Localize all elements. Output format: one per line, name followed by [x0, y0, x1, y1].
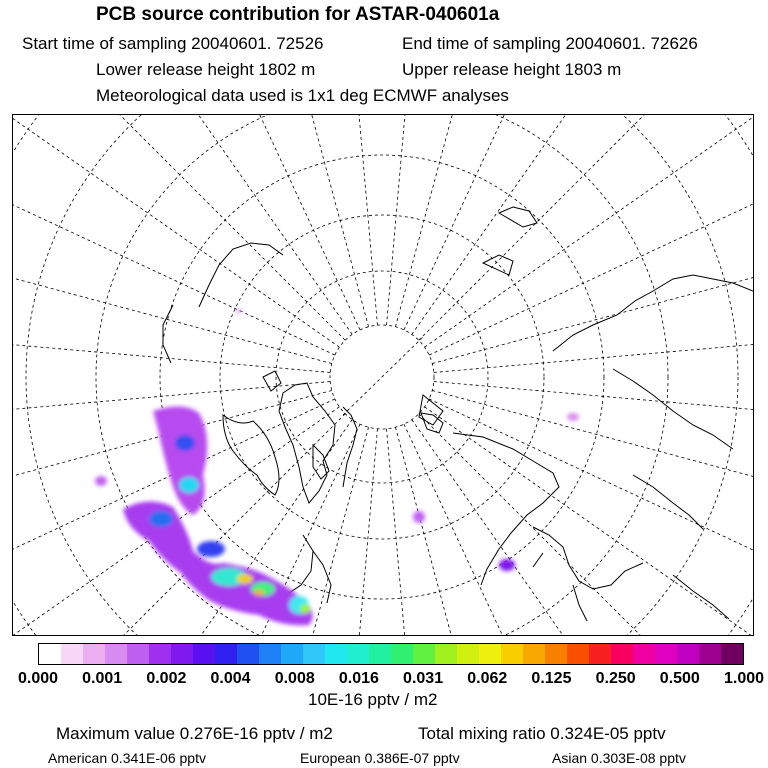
legend-tick-label: 0.500 — [659, 670, 700, 687]
legend-color-segment — [721, 644, 743, 664]
plume-core-1 — [175, 435, 195, 451]
legend-color-segment — [215, 644, 237, 664]
legend-tick-label: 0.001 — [82, 670, 123, 687]
meridian-line — [412, 420, 754, 636]
color-legend-bar — [38, 643, 744, 665]
legend-color-segment — [413, 644, 435, 664]
meridian-line — [412, 115, 754, 334]
meridian-line — [404, 424, 678, 636]
plume-core-2 — [179, 477, 199, 493]
plume-spot-siberia — [567, 413, 579, 421]
siberia-coast — [553, 275, 753, 351]
baffin-coast — [223, 415, 279, 495]
legend-color-segment — [479, 644, 501, 664]
meridian-line — [13, 115, 352, 334]
legend-tick-label: 0.062 — [467, 670, 508, 687]
legend-color-segment — [171, 644, 193, 664]
legend-color-segment — [281, 644, 303, 664]
start-time: Start time of sampling 20040601. 72526 — [22, 34, 324, 53]
meridian-line — [321, 429, 377, 636]
legend-color-segment — [633, 644, 655, 664]
plume-north — [153, 406, 207, 515]
lower-release-height: Lower release height 1802 m — [96, 60, 316, 79]
meridian-line — [432, 390, 754, 558]
meridian-line — [429, 399, 754, 636]
total-mixing-ratio: Total mixing ratio 0.324E-05 pptv — [418, 724, 666, 743]
legend-color-segment — [589, 644, 611, 664]
legend-color-segment — [237, 644, 259, 664]
lat-circle-30 — [26, 115, 738, 636]
mediterranean-coast — [533, 553, 587, 621]
meridian-lines — [13, 115, 754, 636]
legend-color-segment — [655, 644, 677, 664]
europe-coast — [533, 527, 643, 589]
legend-color-segment — [391, 644, 413, 664]
plume-spot-arctic — [236, 309, 242, 313]
plume-core-4 — [197, 541, 225, 557]
plume-core-3 — [149, 511, 173, 527]
legend-color-segment — [61, 644, 83, 664]
legend-color-segment — [105, 644, 127, 664]
american-contribution: American 0.341E-06 pptv — [48, 750, 206, 766]
legend-color-segment — [699, 644, 721, 664]
legend-color-segment — [677, 644, 699, 664]
legend-color-segment — [193, 644, 215, 664]
legend-color-segment — [611, 644, 633, 664]
pole-line — [343, 337, 423, 415]
legend-tick-label: 0.031 — [403, 670, 444, 687]
legend-tick-label: 0.000 — [17, 670, 59, 687]
legend-color-segment — [325, 644, 347, 664]
legend-color-segment — [347, 644, 369, 664]
legend-color-segment — [39, 644, 61, 664]
meridian-line — [425, 115, 754, 347]
plume-core-8 — [254, 590, 264, 596]
meridian-line — [404, 115, 678, 330]
legend-color-segment — [545, 644, 567, 664]
asian-contribution: Asian 0.303E-08 pptv — [552, 750, 686, 766]
legend-color-segment — [523, 644, 545, 664]
legend-tick-label: 0.008 — [274, 670, 315, 687]
legend-color-segment — [149, 644, 171, 664]
plume-core-10 — [300, 604, 310, 614]
legend-color-segment — [435, 644, 457, 664]
meridian-line — [419, 115, 754, 340]
legend-color-segment — [567, 644, 589, 664]
wrangel-coast — [499, 207, 537, 227]
meridian-line — [13, 115, 335, 355]
meridian-line — [425, 407, 754, 636]
meridian-line — [13, 115, 345, 340]
legend-color-segment — [303, 644, 325, 664]
legend-tick-label: 0.125 — [531, 670, 572, 687]
meridian-line — [13, 196, 332, 364]
iceland-coast — [313, 445, 329, 479]
meridian-line — [387, 115, 443, 325]
polar-projection-graticule — [13, 115, 754, 636]
ellesmere-coast — [263, 371, 281, 391]
asia-coast — [633, 475, 703, 529]
legend-tick-label: 0.004 — [210, 670, 251, 687]
meridian-line — [13, 316, 330, 372]
meridian-line — [321, 115, 377, 325]
legend-color-segment — [457, 644, 479, 664]
asia-south-coast — [673, 575, 729, 619]
legend-color-segment — [369, 644, 391, 664]
alaska-coast — [199, 243, 283, 307]
legend-unit: 10E-16 pptv / m2 — [308, 690, 438, 709]
legend-color-segment — [127, 644, 149, 664]
end-time: End time of sampling 20040601. 72626 — [402, 34, 698, 53]
legend-tick-label: 0.002 — [146, 670, 187, 687]
plume-core-6 — [237, 574, 253, 584]
central-asia-coast — [613, 369, 733, 449]
greenland-east-coast — [343, 407, 357, 487]
plume-spot-europe — [499, 559, 515, 571]
upper-release-height: Upper release height 1803 m — [402, 60, 622, 79]
meridian-line — [434, 382, 754, 438]
legend-tick-label: 0.250 — [595, 670, 636, 687]
legend-color-segment — [501, 644, 523, 664]
meteorological-data: Meteorological data used is 1x1 deg ECMWF analyses — [96, 86, 509, 105]
legend-color-segment — [83, 644, 105, 664]
polar-map — [12, 114, 754, 636]
plume-spot-atlantic — [413, 511, 425, 523]
plume-spot-west — [95, 476, 107, 486]
meridian-line — [13, 115, 339, 347]
greenland-coast — [279, 383, 335, 503]
meridian-line — [395, 427, 563, 636]
meridian-line — [387, 429, 443, 636]
legend-color-segment — [259, 644, 281, 664]
meridian-line — [86, 115, 360, 330]
map-title: PCB source contribution for ASTAR-040601a — [96, 4, 500, 25]
legend-tick-label: 1.000 — [723, 670, 765, 687]
european-contribution: European 0.386E-07 pptv — [300, 750, 460, 766]
legend-tick-label: 0.016 — [338, 670, 379, 687]
maximum-value: Maximum value 0.276E-16 pptv / m2 — [56, 724, 333, 743]
meridian-line — [419, 414, 754, 636]
